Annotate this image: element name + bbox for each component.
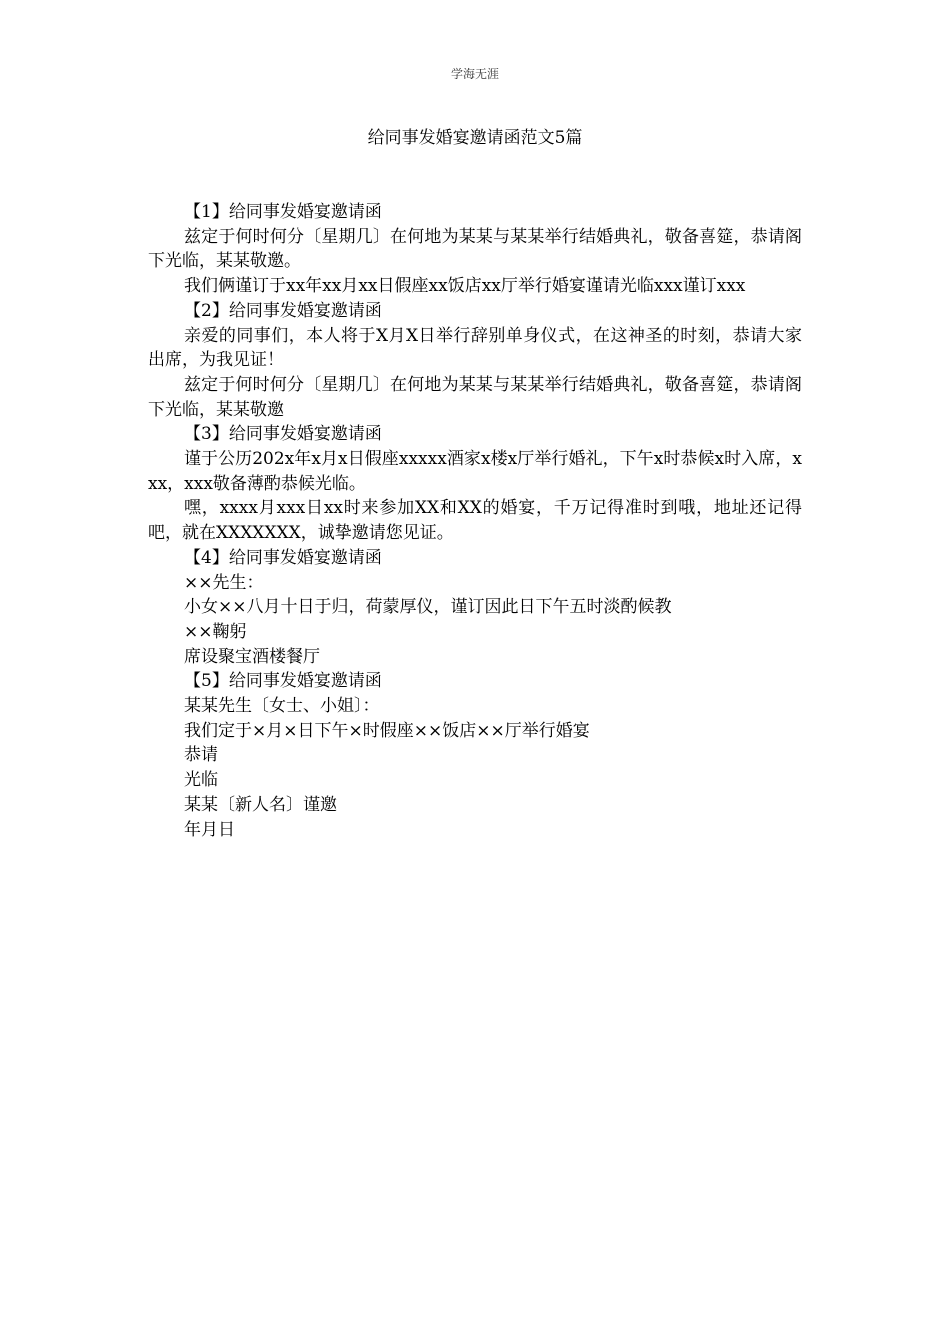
- paragraph: 亲爱的同事们，本人将于X月X日举行辞别单身仪式，在这神圣的时刻，恭请大家出席，为我见证！: [148, 325, 802, 371]
- page-header: 学海无涯: [450, 67, 499, 81]
- section-heading-3: 【3】给同事发婚宴邀请函: [184, 424, 382, 445]
- section-heading-2: 【2】给同事发婚宴邀请函: [184, 300, 382, 321]
- paragraph: 兹定于何时何分〔星期几〕在何地为某某与某某举行结婚典礼，敬备喜筵，恭请阁下光临，某某敬邀: [148, 374, 802, 420]
- document-body: [148, 200, 802, 842]
- salutation: ××先生：: [184, 572, 264, 593]
- paragraph: 小女××八月十日于归，荷蒙厚仪，谨订因此日下午五时淡酌候教: [184, 597, 672, 618]
- section-heading-5: 【5】给同事发婚宴邀请函: [184, 671, 382, 692]
- date-line: 年月日: [184, 819, 235, 840]
- closing-line: 光临: [184, 770, 218, 791]
- salutation: 某某先生〔女士、小姐〕：: [184, 696, 380, 717]
- section-heading-1: 【1】给同事发婚宴邀请函: [184, 202, 382, 222]
- paragraph: 我们俩谨订于xx年xx月xx日假座xx饭店xx厅举行婚宴谨请光临xxx谨订xxx: [184, 276, 746, 297]
- paragraph: 嘿，xxxx月xxx日xx时来参加XX和XX的婚宴，千万记得准时到哦，地址还记得吧，就在XXXXXXX，诚挚邀请您见证。: [148, 498, 802, 544]
- section-heading-4: 【4】给同事发婚宴邀请函: [184, 547, 382, 568]
- paragraph: 谨于公历202x年x月x日假座xxxxx酒家x楼x厅举行婚礼，下午x时恭候x时入席，xxx，xxx敬备薄酌恭候光临。: [148, 449, 802, 494]
- paragraph: 兹定于何时何分〔星期几〕在何地为某某与某某举行结婚典礼，敬备喜筵，恭请阁下光临，某某敬邀。: [148, 226, 802, 272]
- paragraph: 我们定于×月×日下午×时假座××饭店××厅举行婚宴: [184, 720, 590, 741]
- closing-line: 恭请: [184, 745, 218, 766]
- document-title: 给同事发婚宴邀请函范文5篇: [367, 128, 583, 148]
- signature-line: 某某〔新人名〕谨邀: [184, 794, 337, 815]
- venue-line: 席设聚宝酒楼餐厅: [184, 646, 320, 667]
- signature-line: ××鞠躬: [184, 621, 247, 642]
